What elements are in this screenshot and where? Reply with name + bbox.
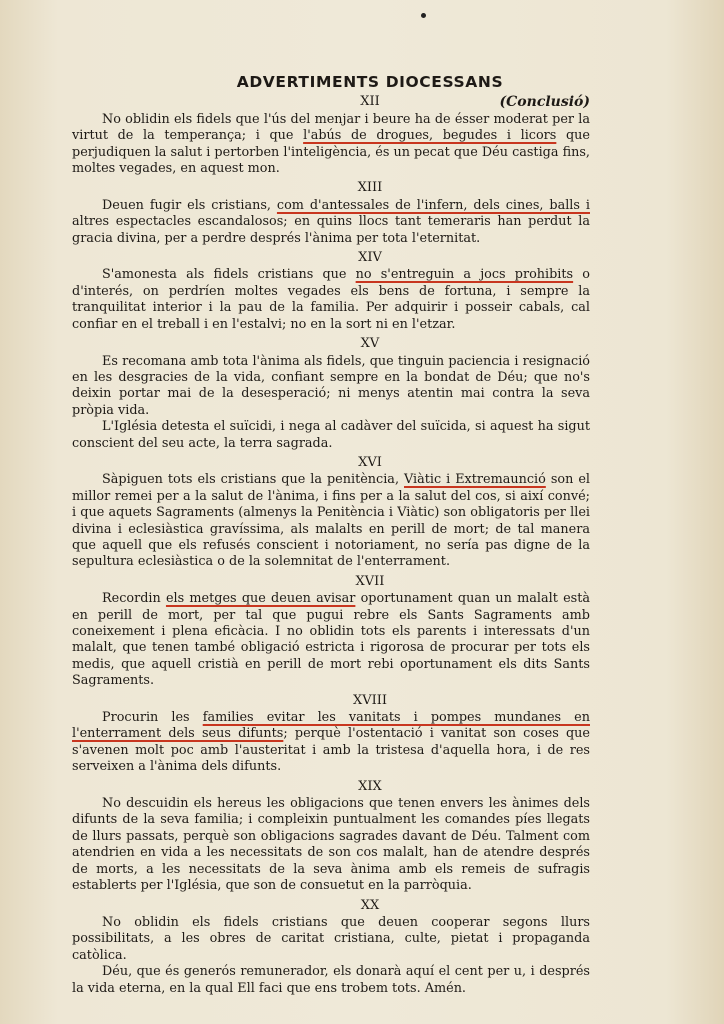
section-paragraph: Es recomana amb tota l'ànima als fidels, que tinguin paciencia i resignació en les desgracies de la vida, confiant sempre en la bondat de Déu; que no's deixin portar mai de la desesperació; ni menys atentin mai contra la seva pròpia vida. [72, 353, 590, 418]
red-underline: l'abús de drogues, begudes i licors [303, 128, 557, 144]
section-number: XVIII [352, 692, 388, 708]
document-body [72, 74, 590, 997]
section-paragraph: S'amonesta als fidels cristians que no s'entreguin a jocs prohibits o d'interés, on perdríen moltes vegades els bens de fortuna, i sempre la tranquilitat interior i la pau de la familia. Per adquirir i posseir cabals, cal confiar en el treball i en l'estalvi; no en la sort ni en l'etzar. [72, 267, 590, 332]
section-paragraph: Sàpiguen tots els cristians que la penitència, Viàtic i Extremaunció son el millor remei per a la salut de l'ànima, i fins per a la salut del cos, si així convé; i que aquets Sagraments (almenys la Penitència i Viàtic) son obligatoris per llei divina i eclesiàstica gravíssima, als malalts en perill de mort; de tal manera que aquell que els refusés conscient i notoriament, no sería pas digne de la sepultura eclesiàstica o de la solemnitat de l'enterrament. [72, 472, 590, 570]
section-paragraph: No oblidin els fidels que l'ús del menjar i beure ha de ésser moderat per la virtut de la temperança; i que l'abús de drogues, begudes i licors que perjudiquen la salut i pertorben l'inteligència, és un pecat que Déu castiga fins, moltes vegades, en aquest mon. [72, 111, 590, 177]
section-paragraph: Procurin les families evitar les vanitats i pompes mundanes en l'enterrament dels seus difunts; perquè l'ostentació i vanitat son coses que s'avenen molt poc amb l'austeritat i amb la tristesa d'aquella hora, i de res serveixen a l'ànima dels difunts. [72, 710, 590, 775]
section-paragraph: Déu, que és generós remunerador, els donarà aquí el cent per u, i després la vida eterna, en la qual Ell faci que ens trobem tots. Amén. [72, 964, 590, 996]
section-number: XIV [358, 250, 382, 266]
red-underline: els metges que deuen avisar [165, 591, 356, 607]
section-number: XII [360, 94, 380, 110]
section-number: XV [360, 336, 380, 352]
section-number: XVII [355, 573, 385, 589]
section-paragraph: Deuen fugir els cristians, com d'antessales de l'infern, dels cines, balls i altres espectacles escandalosos; en quins llocs tant temeraris han perdut la gracia divina, per a perdre després l'ànima per tota l'eternitat. [72, 197, 590, 246]
section-header-xii [72, 94, 590, 110]
conclusio-label: (Conclusió) [499, 94, 590, 111]
red-underline: com d'antessales de l'infern, dels cines, balls i [276, 197, 590, 213]
section-paragraph: No descuidin els hereus les obligacions que tenen envers les ànimes dels difunts de la seva familia; i compleixin puntualment les comandes píes llegats de llurs passats, perquè son obligacions sagrades davant de Déu. Talment com atendrien en vida a les necessitats de son cos malalt, han de atendre després de morts, a les necessitats de la seva ànima amb els remeis de sufragis establerts per l'Iglésia, que son de consuetut en la parròquia. [72, 796, 590, 894]
red-underline: families evitar les vanitats i pompes mundanes en l'enterrament dels seus difunts [72, 710, 590, 742]
red-underline: Viàtic i Extremaunció [404, 472, 546, 488]
section-paragraph: Recordin els metges que deuen avisar oportunament quan un malalt està en perill de mort, per tal que pugui rebre els Sants Sagraments amb coneixement i plena eficàcia. I no oblidin tots els parents i interessats d'un malalt, que tenen també obligació estricta i rigorosa de procurar per tots els medis, que aquell cristià en perill de mort rebi oportunament els dits Sants Sagraments. [72, 591, 590, 689]
red-underline: no s'entreguin a jocs prohibits [355, 267, 574, 283]
section-number: XIX [358, 778, 382, 794]
section-paragraph: No oblidin els fidels cristians que deuen cooperar segons llurs possibilitats, a les obres de caritat cristiana, culte, pietat i propaganda catòlica. [72, 914, 590, 963]
section-number: XVI [358, 454, 382, 470]
section-number: XIII [357, 180, 383, 196]
ink-dot [421, 13, 426, 18]
section-paragraph: L'Iglésia detesta el suïcidi, i nega al cadàver del suïcida, si aquest ha sigut conscient del seu acte, la terra sagrada. [72, 419, 590, 451]
section-number: XX [360, 897, 380, 913]
page-title: ADVERTIMENTS DIOCESSANS [236, 73, 504, 91]
